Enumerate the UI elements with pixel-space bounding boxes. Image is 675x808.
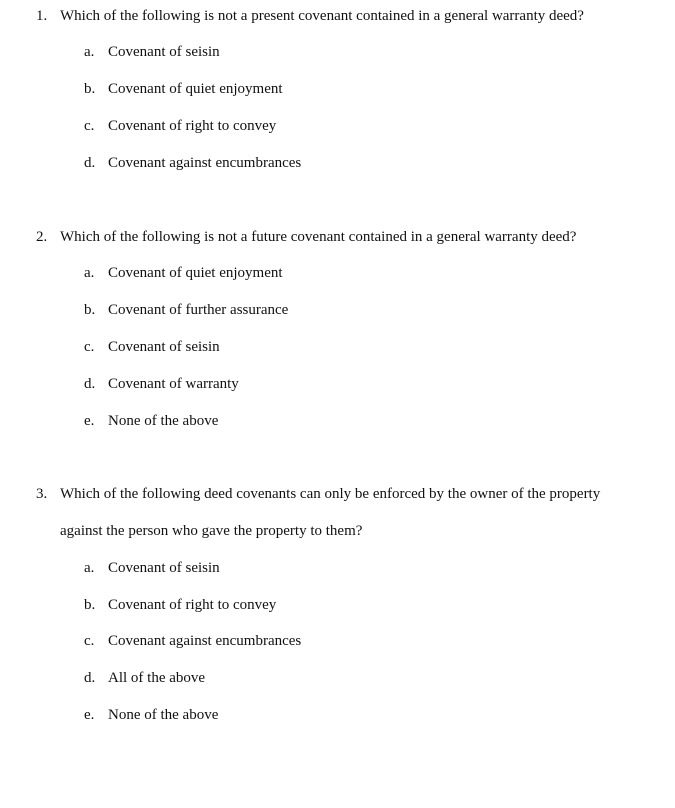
option-text: Covenant of further assurance [108, 302, 289, 318]
question-3-option-a [84, 559, 220, 577]
option-text: None of the above [108, 413, 219, 429]
option-text: Covenant against encumbrances [108, 633, 302, 649]
question-1-stem [36, 7, 584, 25]
option-letter: c. [84, 633, 95, 649]
question-1-option-c [84, 117, 276, 135]
option-text: Covenant of quiet enjoyment [108, 265, 283, 281]
question-3-stem-continuation: against the person who gave the property to them? [60, 523, 363, 539]
question-3-option-c [84, 632, 301, 650]
option-text: Covenant of right to convey [108, 118, 277, 134]
question-2-option-a [84, 264, 283, 282]
question-2-option-e [84, 412, 218, 430]
question-2-option-d [84, 375, 239, 393]
question-1-option-d [84, 154, 301, 172]
question-3-option-b [84, 596, 276, 614]
option-text: Covenant against encumbrances [108, 155, 302, 171]
option-letter: e. [84, 707, 95, 723]
option-letter: a. [84, 560, 95, 576]
question-number: 1. [36, 8, 48, 24]
question-number: 2. [36, 229, 48, 245]
option-text: None of the above [108, 707, 219, 723]
question-text: Which of the following is not a present covenant contained in a general warranty deed? [60, 8, 584, 24]
option-letter: d. [84, 376, 96, 392]
question-2-stem [36, 228, 576, 246]
option-letter: a. [84, 44, 95, 60]
question-1-option-b [84, 80, 283, 98]
option-text: Covenant of seisin [108, 44, 220, 60]
option-letter: e. [84, 413, 95, 429]
option-text: All of the above [108, 670, 206, 686]
option-text: Covenant of warranty [108, 376, 239, 392]
question-2-option-b [84, 301, 288, 319]
question-3-stem [36, 485, 600, 503]
option-text: Covenant of seisin [108, 560, 220, 576]
option-letter: d. [84, 155, 96, 171]
question-3-option-e [84, 706, 218, 724]
question-2-option-c [84, 338, 220, 356]
option-letter: c. [84, 118, 95, 134]
option-letter: d. [84, 670, 96, 686]
option-letter: b. [84, 302, 96, 318]
question-number: 3. [36, 486, 48, 502]
question-1-option-a [84, 43, 220, 61]
option-letter: b. [84, 597, 96, 613]
option-letter: b. [84, 81, 96, 97]
question-text: Which of the following is not a future covenant contained in a general warranty deed? [60, 229, 577, 245]
option-text: Covenant of seisin [108, 339, 220, 355]
option-letter: a. [84, 265, 95, 281]
option-letter: c. [84, 339, 95, 355]
option-text: Covenant of quiet enjoyment [108, 81, 283, 97]
option-text: Covenant of right to convey [108, 597, 277, 613]
question-text: Which of the following deed covenants can only be enforced by the owner of the property [60, 486, 601, 502]
question-3-option-d [84, 669, 205, 687]
